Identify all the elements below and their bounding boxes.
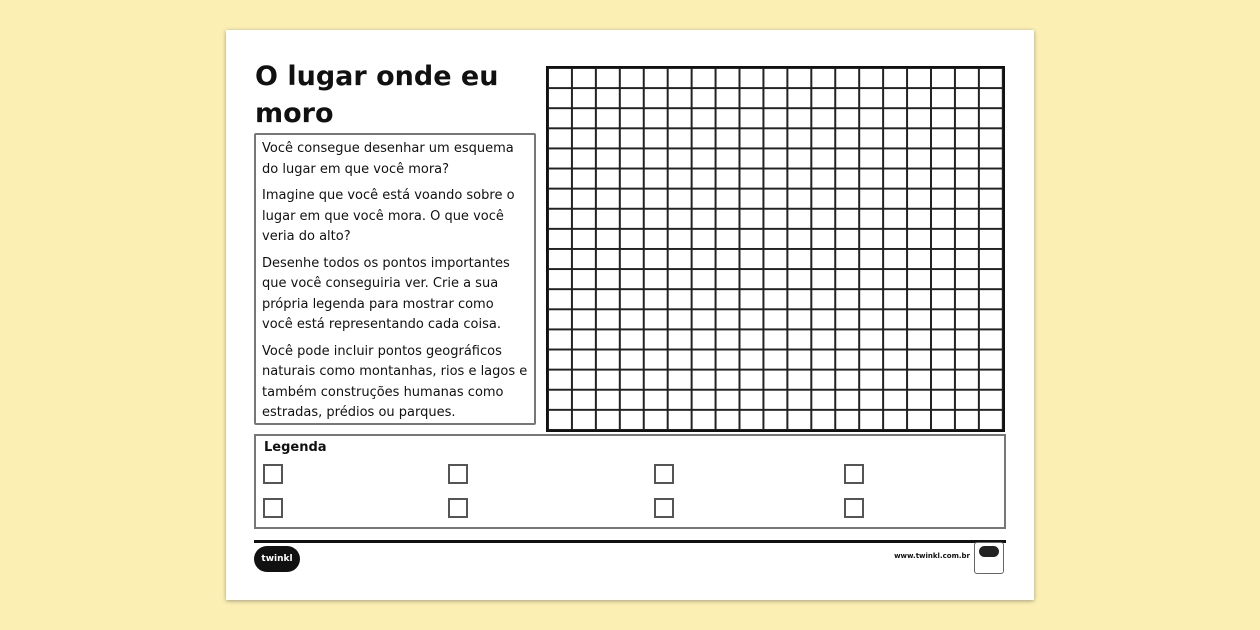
instructions-box <box>254 133 536 425</box>
page-title: O lugar onde eu moro <box>255 61 499 129</box>
instruction-paragraph: Imagine que você está voando sobre o lugar em que você mora. O que você veria do alto? <box>262 188 515 244</box>
legend-checkbox[interactable] <box>448 464 468 484</box>
legend-checkbox[interactable] <box>654 498 674 518</box>
twinkl-badge-icon <box>974 542 1004 574</box>
drawing-grid <box>546 66 1005 432</box>
footer-divider <box>254 540 1006 543</box>
instruction-paragraph: Você pode incluir pontos geográficos naturais como montanhas, rios e lagos e também construções humanas como estradas, prédios ou parques. <box>262 343 528 420</box>
legend-checkbox[interactable] <box>844 464 864 484</box>
legend-checkbox[interactable] <box>263 464 283 484</box>
legend-checkbox[interactable] <box>654 464 674 484</box>
legend-checkbox[interactable] <box>263 498 283 518</box>
instruction-paragraph: Você consegue desenhar um esquema do lugar em que você mora? <box>262 141 514 177</box>
legend-title: Legenda <box>264 440 327 455</box>
legend-checkbox[interactable] <box>448 498 468 518</box>
instruction-paragraph: Desenhe todos os pontos importantes que você conseguiria ver. Crie a sua própria legenda para mostrar como você está representando cada coisa. <box>262 255 510 332</box>
legend-box <box>254 434 1006 529</box>
footer-url: www.twinkl.com.br <box>894 552 970 560</box>
worksheet-page <box>226 30 1034 600</box>
legend-checkbox[interactable] <box>844 498 864 518</box>
twinkl-logo: twinkl <box>254 546 300 572</box>
